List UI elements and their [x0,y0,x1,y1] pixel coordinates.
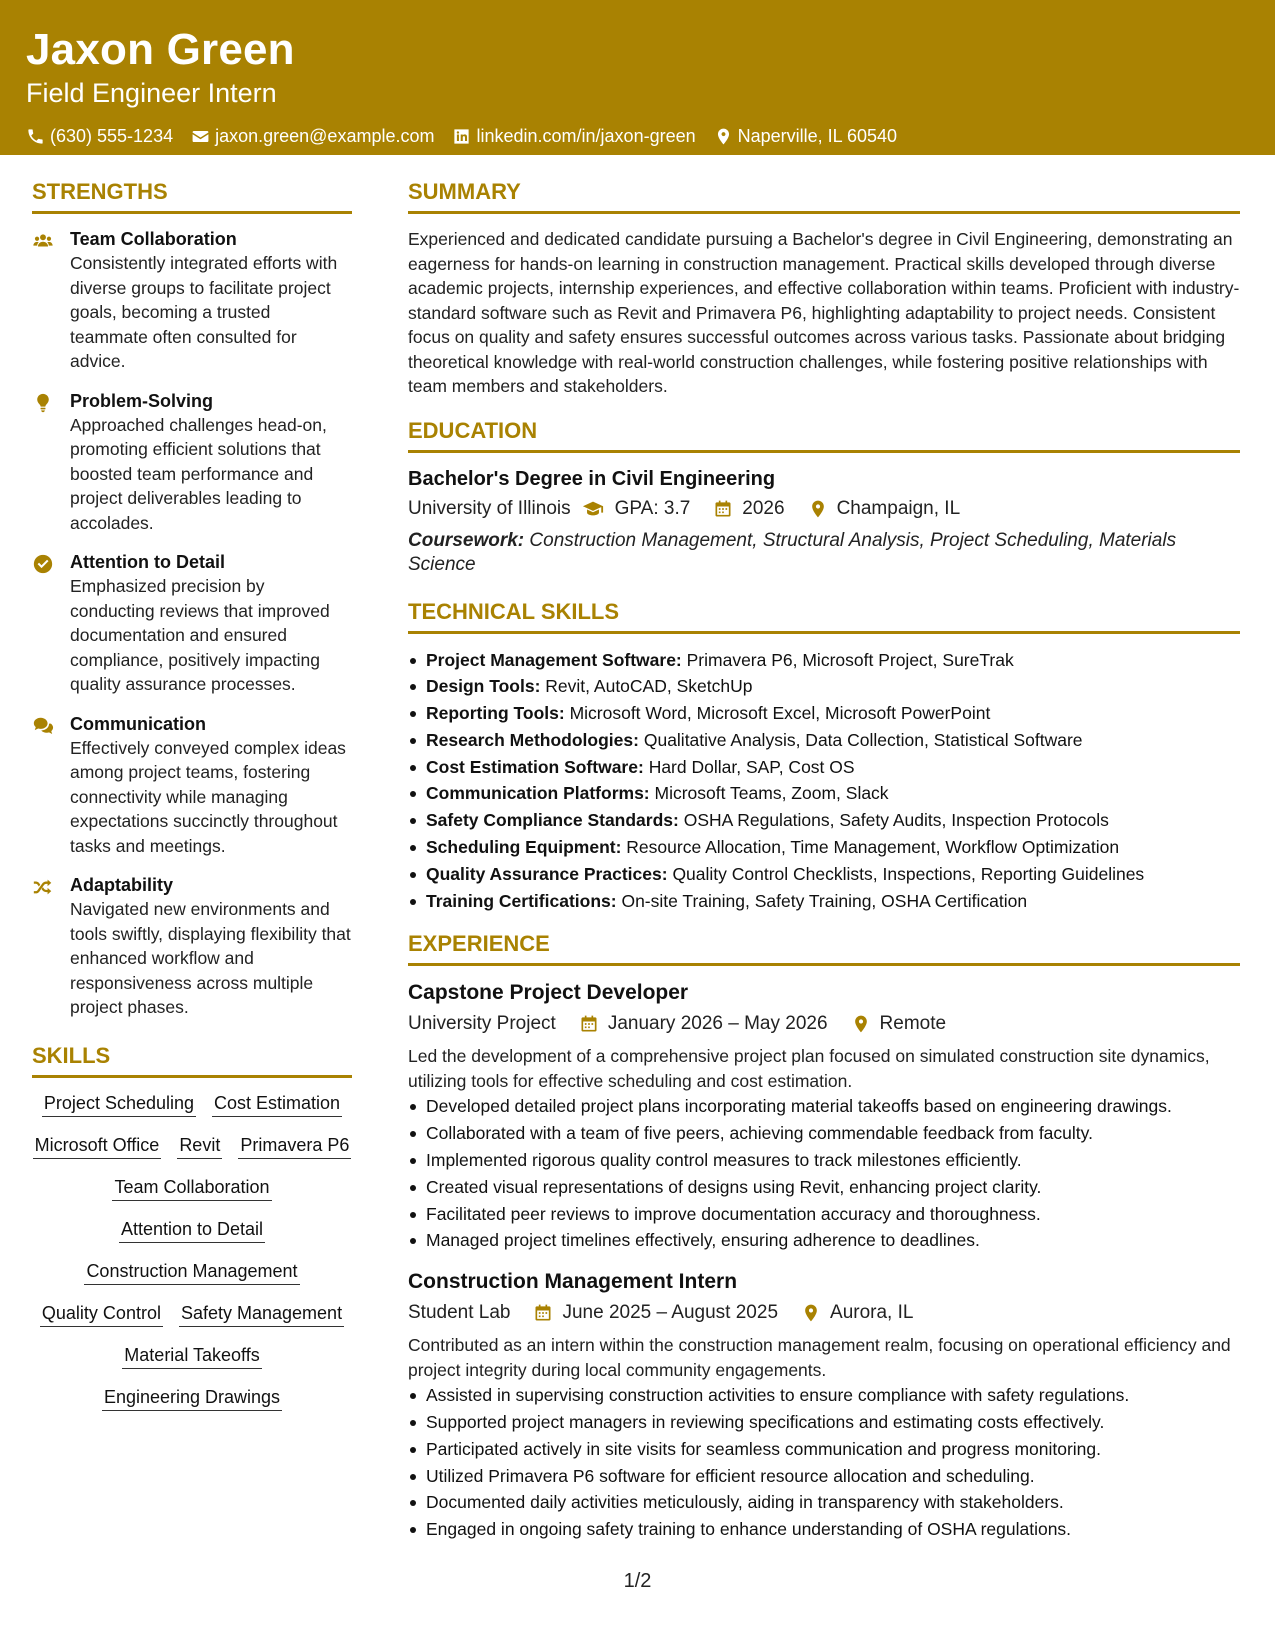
job-location: Aurora, IL [830,1302,914,1324]
skill-tag: Team Collaboration [112,1175,271,1201]
strength-title: Communication [70,713,207,734]
education-year: 2026 [742,497,785,519]
lightbulb-icon [32,392,54,414]
skill-tag: Microsoft Office [33,1133,162,1159]
graduation-cap-icon [580,498,606,520]
users-icon [32,230,54,252]
calendar-icon [579,1014,599,1034]
experience-entry [408,1268,1240,1543]
technical-skill-value: Resource Allocation, Time Management, Workflow Optimization [626,837,1120,858]
summary-text: Experienced and dedicated candidate pursuing a Bachelor's degree in Civil Engineering, demonstrating an eagerness for hands-on learning in construction management. Practical skills developed through diverse academic projects, internship experiences, and effective collaboration within teams. Proficient with industry-standard software such as Revit and Primavera P6, highlighting adaptability to project needs. Consistent focus on quality and safety ensures successful outcomes across various tasks. Passionate about bridging theoretical knowledge with real-world construction challenges, while fostering positive relationships with team members and stakeholders. [408,229,1240,396]
technical-skill-value: Qualitative Analysis, Data Collection, Statistical Software [643,729,1083,750]
technical-skill-label: Quality Assurance Practices: [426,863,668,884]
summary-heading: SUMMARY [408,178,1240,214]
job-bullet: Utilized Primavera P6 software for efficient resource allocation and scheduling. [408,1463,1240,1490]
job-description: Led the development of a comprehensive project plan focused on simulated construction site dynamics, utilizing tools for effective scheduling and cost estimation. [408,1046,1210,1091]
strength-title: Attention to Detail [70,552,225,572]
coursework-label: Coursework: [408,529,525,551]
contact-location [714,124,897,148]
skill-tag: Quality Control [40,1301,163,1327]
contact-bar [26,124,1249,148]
strength-item [32,550,352,697]
technical-skill-label: Communication Platforms: [426,783,650,804]
check-circle-icon [32,553,54,575]
job-bullet: Developed detailed project plans incorporating material takeoffs based on engineering drawings. [408,1093,1240,1120]
skill-tag: Project Scheduling [42,1091,196,1117]
education-meta [408,495,1240,523]
strengths-heading: STRENGTHS [32,178,352,214]
skill-tag: Attention to Detail [119,1217,265,1243]
contact-linkedin[interactable] [452,124,695,148]
job-organization: Student Lab [408,1302,511,1324]
strength-item [32,227,352,374]
job-bullet: Participated actively in site visits for seamless communication and progress monitoring. [408,1436,1240,1463]
technical-skill-label: Cost Estimation Software: [426,756,644,777]
skill-tag: Material Takeoffs [122,1343,261,1369]
skill-tag: Safety Management [179,1301,344,1327]
technical-skill-label: Reporting Tools: [426,703,565,724]
technical-skill-value: Hard Dollar, SAP, Cost OS [648,756,855,777]
technical-skill-item [408,780,1240,807]
phone-icon [26,127,45,146]
job-bullet: Facilitated peer reviews to improve documentation accuracy and thoroughness. [408,1201,1240,1228]
calendar-icon [533,1303,553,1323]
candidate-role: Field Engineer Intern [26,78,277,108]
strength-description: Navigated new environments and tools swiftly, displaying flexibility that enhanced workflow and responsiveness across multiple project phases. [70,899,351,1017]
technical-skill-value: Primavera P6, Microsoft Project, SureTrak [686,649,1014,670]
job-dates: June 2025 – August 2025 [562,1302,779,1324]
education-location: Champaign, IL [836,497,961,519]
technical-skill-label: Design Tools: [426,676,541,697]
job-bullet: Collaborated with a team of five peers, achieving commendable feedback from faculty. [408,1120,1240,1147]
technical-skill-item [408,673,1240,700]
contact-email[interactable] [191,124,434,148]
page-indicator: 1/2 [623,1570,652,1592]
technical-skill-item [408,727,1240,754]
experience-heading: EXPERIENCE [408,930,1240,966]
technical-skill-item [408,807,1240,834]
job-bullet: Supported project managers in reviewing specifications and estimating costs effectively. [408,1409,1240,1436]
map-pin-icon [851,1014,871,1034]
experience-entry [408,979,1240,1254]
contact-phone[interactable] [26,124,173,148]
technical-skill-label: Training Certifications: [426,890,617,911]
technical-skill-item [408,647,1240,674]
job-organization: University Project [408,1013,556,1035]
skill-tag: Engineering Drawings [102,1385,282,1411]
coursework-list: Construction Management, Structural Analysis, Project Scheduling, Materials Science [408,529,1177,575]
technical-skill-item [408,754,1240,781]
technical-skill-value: Revit, AutoCAD, SketchUp [545,676,753,697]
technical-skill-item [408,700,1240,727]
job-bullet: Documented daily activities meticulously, aiding in transparency with stakeholders. [408,1489,1240,1516]
map-pin-icon [801,1303,821,1323]
right-column [408,178,1240,1557]
job-bullet: Implemented rigorous quality control measures to track milestones efficiently. [408,1147,1240,1174]
calendar-icon [713,499,733,519]
contact-email-text: jaxon.green@example.com [215,126,435,146]
strength-description: Emphasized precision by conducting reviews that improved documentation and ensured compliance, positively impacting quality assurance processes. [70,576,330,694]
job-meta [408,1010,1240,1038]
job-description: Contributed as an intern within the construction management realm, focusing on operational efficiency and project integrity during local community engagements. [408,1335,1231,1380]
technical-skill-label: Project Management Software: [426,649,682,670]
strength-item [32,873,352,1020]
education-coursework [408,529,1240,578]
comments-icon [32,715,54,737]
map-pin-icon [714,127,733,146]
education-degree: Bachelor's Degree in Civil Engineering [408,467,776,490]
shuffle-icon [32,876,54,898]
resume-header [0,0,1275,155]
technical-skill-item [408,888,1240,915]
education-school: University of Illinois [408,497,571,519]
job-title: Construction Management Intern [408,1270,738,1294]
job-dates: January 2026 – May 2026 [607,1013,828,1035]
technical-skill-value: Quality Control Checklists, Inspections, Reporting Guidelines [672,863,1145,884]
technical-skill-value: Microsoft Word, Microsoft Excel, Microsoft PowerPoint [569,703,991,724]
technical-skills-list [408,647,1240,915]
candidate-name: Jaxon Green [26,25,295,74]
education-heading: EDUCATION [408,417,1240,453]
technical-skill-label: Research Methodologies: [426,729,639,750]
left-column [32,178,352,1411]
job-bullet: Assisted in supervising construction activities to ensure compliance with safety regulations. [408,1382,1240,1409]
job-bullets [408,1382,1240,1543]
job-bullet: Created visual representations of designs using Revit, enhancing project clarity. [408,1174,1240,1201]
technical-skill-value: Microsoft Teams, Zoom, Slack [654,783,889,804]
skill-tag: Primavera P6 [238,1133,351,1159]
education-gpa: GPA: 3.7 [614,497,691,519]
strength-item [32,389,352,536]
skill-tag: Cost Estimation [212,1091,342,1117]
technical-skills-heading: TECHNICAL SKILLS [408,598,1240,634]
technical-skill-item [408,861,1240,888]
skills-heading: SKILLS [32,1042,352,1078]
strength-title: Problem-Solving [70,390,214,411]
job-meta [408,1299,1240,1327]
contact-linkedin-text: linkedin.com/in/jaxon-green [476,126,696,146]
job-location: Remote [879,1013,947,1035]
strength-item [32,712,352,859]
strength-title: Adaptability [70,875,174,895]
map-pin-icon [808,499,828,519]
strength-title: Team Collaboration [70,229,237,249]
strength-description: Effectively conveyed complex ideas among project teams, fostering connectivity while managing expectations succinctly throughout tasks and meetings. [70,737,346,856]
job-bullet: Engaged in ongoing safety training to enhance understanding of OSHA regulations. [408,1516,1240,1543]
skill-tag: Revit [177,1133,222,1159]
linkedin-icon [452,127,471,146]
job-bullets [408,1093,1240,1254]
technical-skill-value: OSHA Regulations, Safety Audits, Inspection Protocols [683,810,1109,831]
technical-skill-item [408,834,1240,861]
strength-description: Approached challenges head-on, promoting efficient solutions that boosted team performance and project deliverables leading to accolades. [70,414,327,533]
technical-skill-label: Scheduling Equipment: [426,837,622,858]
technical-skill-value: On-site Training, Safety Training, OSHA Certification [621,890,1028,911]
envelope-icon [191,127,210,146]
skill-tag: Construction Management [84,1259,299,1285]
technical-skill-label: Safety Compliance Standards: [426,810,679,831]
job-title: Capstone Project Developer [408,981,689,1005]
skills-tag-list [32,1091,352,1411]
contact-location-text: Naperville, IL 60540 [737,126,898,146]
contact-phone-text: (630) 555-1234 [50,126,174,146]
job-bullet: Managed project timelines effectively, ensuring adherence to deadlines. [408,1227,1240,1254]
strength-description: Consistently integrated efforts with diverse groups to facilitate project goals, becoming a trusted teammate often consulted for advice. [70,253,338,371]
